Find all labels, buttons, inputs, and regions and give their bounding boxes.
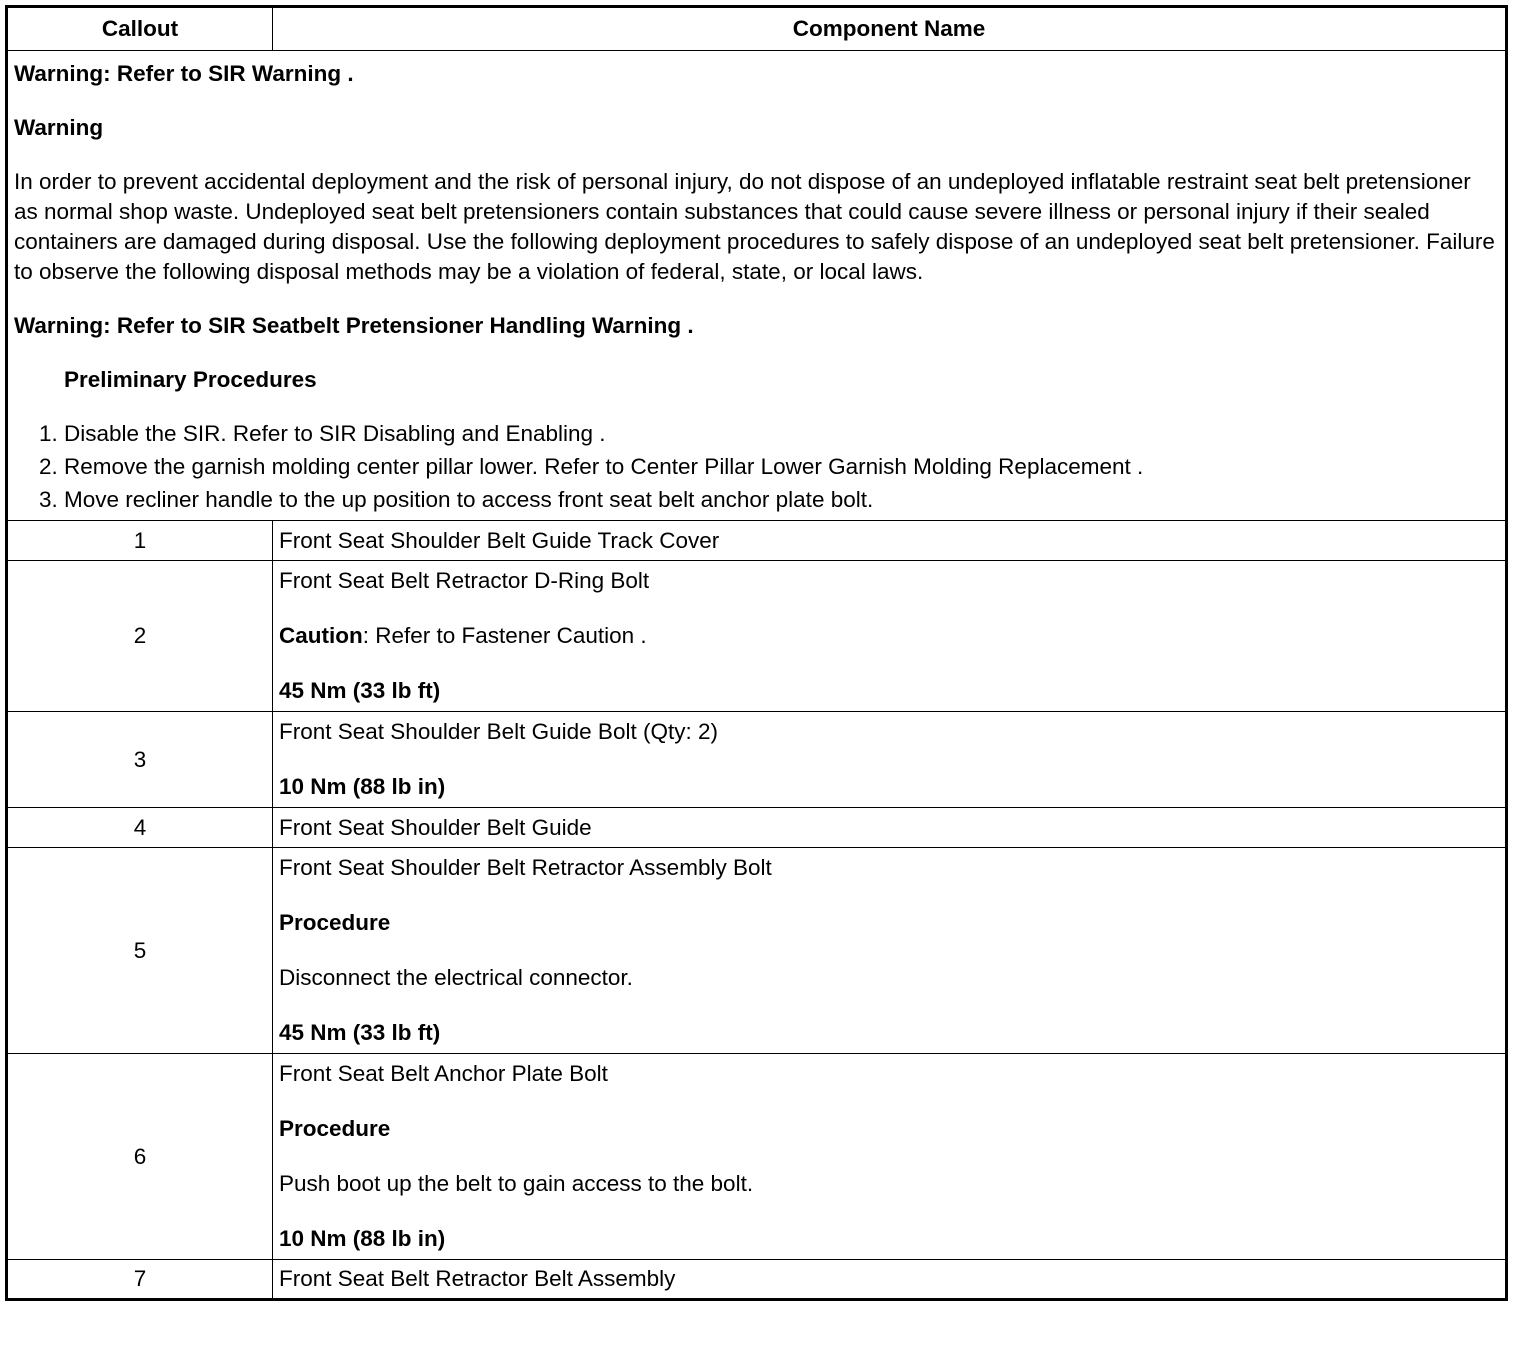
table-row	[7, 1260, 1507, 1300]
notes-row	[7, 51, 1507, 521]
warning-pretensioner-link[interactable]: Warning: Refer to SIR Seatbelt Pretensioner Handling Warning .	[14, 313, 694, 338]
table-row	[7, 712, 1507, 808]
procedure-label: Procedure	[279, 1116, 391, 1141]
callout-number: 7	[7, 1260, 273, 1300]
table-row	[7, 808, 1507, 848]
warning-sir-link[interactable]: Warning: Refer to SIR Warning .	[14, 61, 354, 86]
component-name: Front Seat Shoulder Belt Guide Track Cover	[273, 521, 1507, 561]
callout-number: 4	[7, 808, 273, 848]
preliminary-steps-list	[14, 419, 1499, 515]
table-row	[7, 521, 1507, 561]
torque-spec: 10 Nm (88 lb in)	[279, 1226, 446, 1251]
callout-number: 3	[7, 712, 273, 808]
component-details	[273, 561, 1507, 712]
preliminary-procedures-title: Preliminary Procedures	[64, 367, 317, 392]
procedure-label: Procedure	[279, 910, 391, 935]
torque-spec: 10 Nm (88 lb in)	[279, 774, 446, 799]
table-row	[7, 1054, 1507, 1260]
component-details	[273, 1054, 1507, 1260]
caution-label: Caution	[279, 623, 363, 648]
component-name-header: Component Name	[273, 7, 1507, 51]
procedure-text: Disconnect the electrical connector.	[279, 965, 633, 990]
warning-title: Warning	[14, 115, 104, 140]
table-header-row	[7, 7, 1507, 51]
component-table	[5, 5, 1508, 1301]
step-item: 2. Remove the garnish molding center pillar lower. Refer to Center Pillar Lower Garnish Molding Replacement .	[64, 452, 1499, 482]
callout-number: 6	[7, 1054, 273, 1260]
component-name: Front Seat Shoulder Belt Guide Bolt (Qty: 2)	[279, 719, 718, 744]
torque-spec: 45 Nm (33 lb ft)	[279, 678, 441, 703]
callout-header: Callout	[7, 7, 273, 51]
warning-body: In order to prevent accidental deployment and the risk of personal injury, do not dispose of an undeployed inflatable restraint seat belt pretensioner as normal shop waste. Undeployed seat belt pretensioners contain substances that could cause severe illness or personal injury if their sealed containers are damaged during disposal. Use the following deployment procedures to safely dispose of an undeployed seat belt pretensioner. Failure to observe the following disposal methods may be a violation of federal, state, or local laws.	[14, 169, 1495, 284]
caution-line	[279, 621, 1499, 651]
table-row	[7, 848, 1507, 1054]
notes-cell	[7, 51, 1507, 521]
component-details	[273, 848, 1507, 1054]
callout-number: 1	[7, 521, 273, 561]
torque-spec: 45 Nm (33 lb ft)	[279, 1020, 441, 1045]
callout-number: 2	[7, 561, 273, 712]
component-details	[273, 712, 1507, 808]
step-item: 1. Disable the SIR. Refer to SIR Disabling and Enabling .	[64, 419, 1499, 449]
step-item: 3. Move recliner handle to the up position to access front seat belt anchor plate bolt.	[64, 485, 1499, 515]
component-name: Front Seat Shoulder Belt Retractor Assembly Bolt	[279, 855, 772, 880]
component-name: Front Seat Belt Retractor Belt Assembly	[273, 1260, 1507, 1300]
caution-text[interactable]: : Refer to Fastener Caution .	[362, 623, 647, 648]
procedure-text: Push boot up the belt to gain access to the bolt.	[279, 1171, 754, 1196]
component-name: Front Seat Belt Anchor Plate Bolt	[279, 1061, 608, 1086]
callout-number: 5	[7, 848, 273, 1054]
component-name: Front Seat Belt Retractor D-Ring Bolt	[279, 568, 650, 593]
table-row	[7, 561, 1507, 712]
component-name: Front Seat Shoulder Belt Guide	[273, 808, 1507, 848]
